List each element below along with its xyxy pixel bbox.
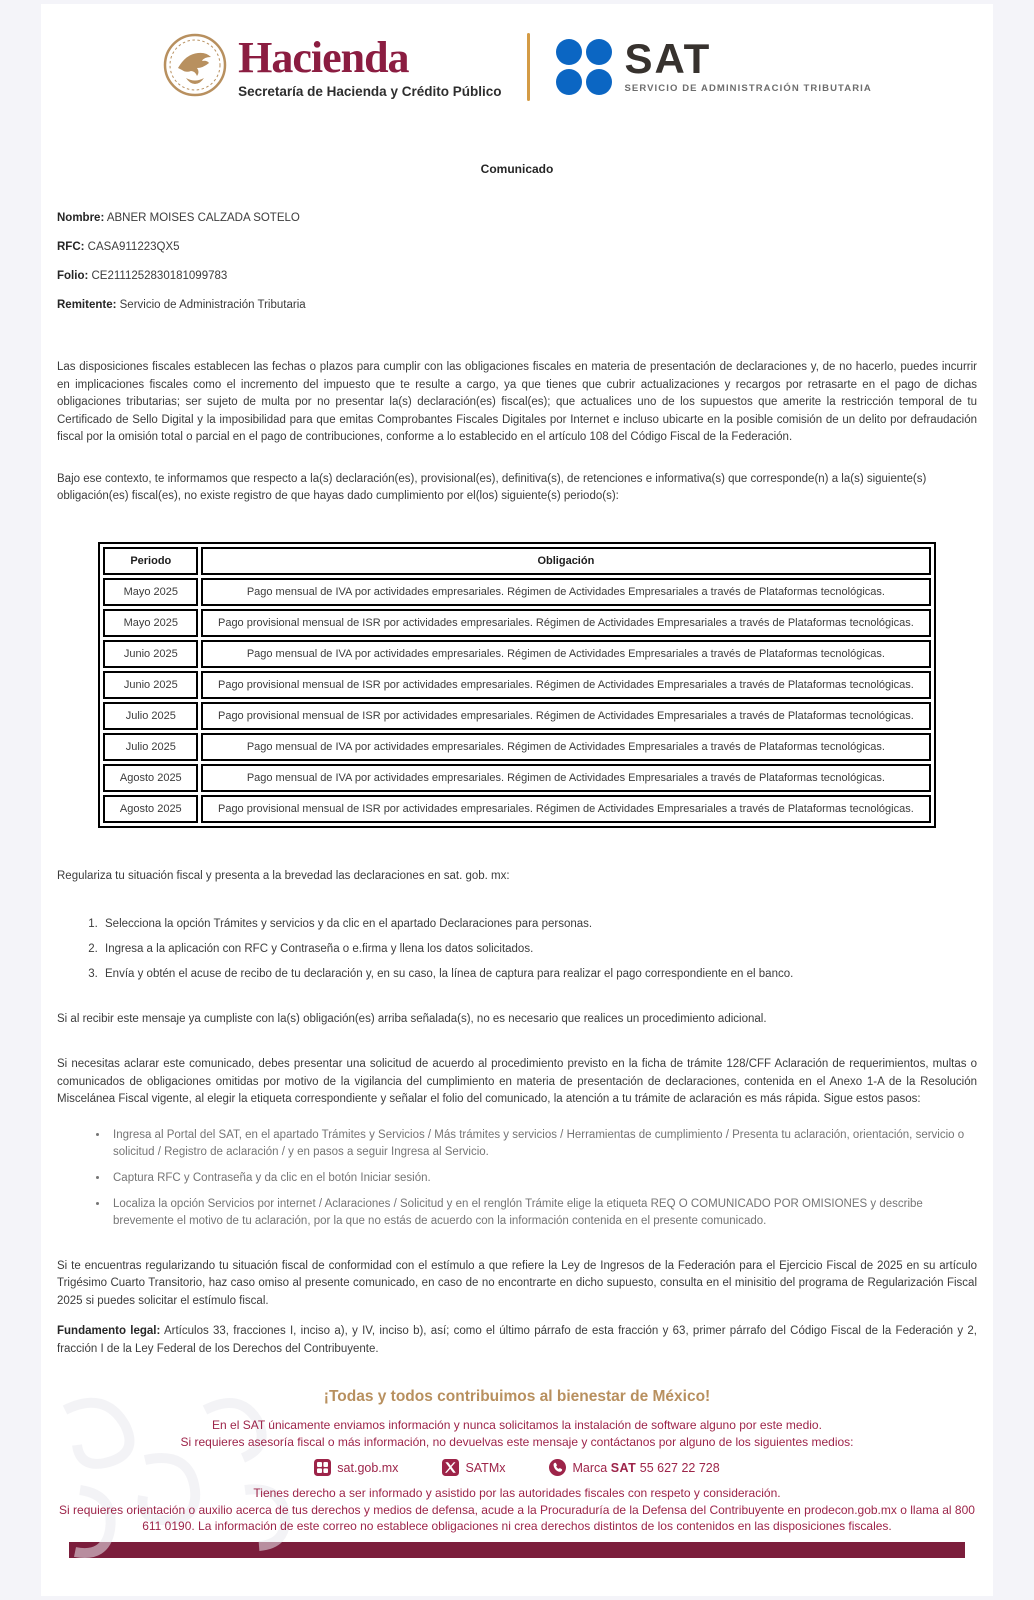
- phone-icon: [549, 1459, 566, 1476]
- sat-circles-icon: [556, 39, 612, 95]
- footer-rights-line-1: Tienes derecho a ser informado y asistido por las autoridades fiscales con respeto y consideración.: [253, 1486, 781, 1500]
- header: [55, 16, 979, 112]
- step-item: 1. Selecciona la opción Trámites y servicios y da clic en el apartado Declaraciones para personas.: [101, 916, 977, 933]
- bullet-item: • Captura RFC y Contraseña y da clic en el botón Iniciar sesión.: [109, 1170, 977, 1187]
- contact-website-link[interactable]: [314, 1459, 398, 1476]
- field-nombre: [57, 210, 977, 226]
- cell-periodo: Julio 2025: [103, 702, 198, 730]
- bullet-item: • Localiza la opción Servicios por internet / Aclaraciones / Solicitud y en el renglón Trámite elige la etiqueta REQ O COMUNICADO POR OMISIONES y describe brevemente el motivo de tu aclaración, por la que no estás de acuerdo con la información contenida en el presente comunicado.: [109, 1196, 977, 1230]
- contact-x-label: SATMx: [465, 1460, 506, 1475]
- table-row: [103, 733, 930, 761]
- field-rfc: [57, 239, 977, 255]
- step-item: 3. Envía y obtén el acuse de recibo de tu declaración y, en su caso, la línea de captura para realizar el pago correspondiente en el banco.: [101, 966, 977, 983]
- paragraph-regulariza: Regulariza tu situación fiscal y presenta a la brevedad las declaraciones en sat. gob. mx:: [57, 869, 510, 882]
- footer-info-line-1: En el SAT únicamente enviamos información y nunca solicitamos la instalación de software alguno por este medio.: [212, 1418, 822, 1432]
- footer-info-line-2: Si requieres asesoría fiscal o más información, no devuelvas este mensaje y contáctanos por alguno de los siguientes medios:: [180, 1434, 854, 1449]
- field-folio: [57, 268, 977, 284]
- document-body: [55, 162, 979, 1358]
- field-folio-label: Folio:: [57, 270, 89, 282]
- footer-slogan: ¡Todas y todos contribuimos al bienestar de México!: [323, 1388, 711, 1405]
- table-row: [103, 671, 930, 699]
- fundamento-text: Artículos 33, fracciones I, inciso a), y IV, inciso b), así; como el último párrafo de esta fracción y 63, primer párrafo del Código Fiscal de la Federación y 2, fracción I de la Ley Federal de los Derechos del Contribuyente.: [57, 1325, 977, 1355]
- sat-wordmark: SAT: [624, 35, 712, 83]
- hacienda-wordmark: Hacienda: [238, 32, 409, 82]
- footer-maroon-bar: [69, 1542, 965, 1558]
- paragraph-aclaracion: Si necesitas aclarar este comunicado, debes presentar una solicitud de acuerdo al procedimiento previsto en la ficha de trámite 128/CFF Aclaración de requerimientos, multas o comunicados de obligaciones omitidas por motivo de la vigilancia del cumplimiento en materia de presentación de declaraciones, contenida en el Anexo 1-A de la Resolución Miscelánea Fiscal vigente, al elegir la etiqueta correspondiente y señalar el folio del comunicado, la atención a tu trámite de aclaración es más rápida. Sigue estos pasos:: [57, 1058, 977, 1105]
- field-remitente-value: Servicio de Administración Tributaria: [119, 299, 306, 311]
- contact-website-label: sat.gob.mx: [337, 1460, 399, 1475]
- cell-obligacion: Pago mensual de IVA por actividades empresariales. Régimen de Actividades Empresariales a través de Plataformas tecnológicas.: [201, 764, 930, 792]
- col-header-periodo: Periodo: [103, 547, 198, 575]
- table-row: [103, 578, 930, 606]
- paragraph-contexto: Bajo ese contexto, te informamos que respecto a la(s) declaración(es), provisional(es), definitiva(s), de retenciones e informativa(s) que corresponde(n) a la(s) siguiente(s) obligación(es) fiscal(es), no existe registro de que hayas dado cumplimiento por el(los) siguiente(s) periodo(s):: [57, 472, 927, 502]
- field-remitente-label: Remitente:: [57, 299, 117, 311]
- fundamento-label: Fundamento legal:: [57, 1325, 161, 1337]
- step-item: 2. Ingresa a la aplicación con RFC y Contraseña o e.firma y llena los datos solicitados.: [101, 941, 977, 958]
- grid-icon: [314, 1459, 331, 1476]
- field-nombre-value: ABNER MOISES CALZADA SOTELO: [106, 212, 300, 224]
- cell-periodo: Mayo 2025: [103, 578, 198, 606]
- contact-x-link[interactable]: [442, 1459, 505, 1476]
- recipient-fields: [57, 210, 977, 313]
- col-header-obligacion: Obligación: [201, 547, 930, 575]
- table-row: [103, 702, 930, 730]
- cell-periodo: Julio 2025: [103, 733, 198, 761]
- contact-phone-label: Marca SAT 55 627 22 728: [572, 1460, 720, 1475]
- bullet-list: [109, 1127, 977, 1230]
- table-row: [103, 795, 930, 823]
- sat-subtitle: SERVICIO DE ADMINISTRACIÓN TRIBUTARIA: [624, 82, 872, 94]
- cell-obligacion: Pago mensual de IVA por actividades empresariales. Régimen de Actividades Empresariales a través de Plataformas tecnológicas.: [201, 578, 930, 606]
- footer-contacts: [55, 1459, 979, 1476]
- cell-periodo: Mayo 2025: [103, 609, 198, 637]
- field-rfc-label: RFC:: [57, 241, 85, 253]
- cell-obligacion: Pago mensual de IVA por actividades empresariales. Régimen de Actividades Empresariales a través de Plataformas tecnológicas.: [201, 733, 930, 761]
- field-nombre-label: Nombre:: [57, 212, 105, 224]
- table-header-row: [103, 547, 930, 575]
- mexico-eagle-seal-icon: [162, 32, 228, 103]
- table-row: [103, 764, 930, 792]
- field-rfc-value: CASA911223QX5: [87, 241, 180, 253]
- footer-rights-line-2: Si requieres orientación o auxilio acerca de tus derechos y medios de defensa, acude a la Procuraduría de la Defensa del Contribuyente en prodecon.gob.mx o llama al 800 611 0190. La información de este correo no establece obligaciones ni crea derechos distintos de los contenidos en las disposiciones fiscales.: [59, 1502, 975, 1533]
- contact-phone-link[interactable]: [549, 1459, 719, 1476]
- field-remitente: [57, 297, 977, 313]
- hacienda-logo: [162, 32, 501, 103]
- cell-periodo: Junio 2025: [103, 640, 198, 668]
- table-row: [103, 640, 930, 668]
- sat-logo: [556, 35, 872, 95]
- cell-obligacion: Pago mensual de IVA por actividades empresariales. Régimen de Actividades Empresariales a través de Plataformas tecnológicas.: [201, 640, 930, 668]
- obligations-table: [98, 542, 935, 828]
- footer: [55, 1380, 979, 1558]
- cell-obligacion: Pago provisional mensual de ISR por actividades empresariales. Régimen de Actividades Empresariales a través de Plataformas tecnológicas.: [201, 702, 930, 730]
- cell-obligacion: Pago provisional mensual de ISR por actividades empresariales. Régimen de Actividades Empresariales a través de Plataformas tecnológicas.: [201, 609, 930, 637]
- field-folio-value: CE2111252830181099783: [91, 270, 228, 282]
- table-row: [103, 609, 930, 637]
- cell-periodo: Junio 2025: [103, 671, 198, 699]
- cell-periodo: Agosto 2025: [103, 795, 198, 823]
- paragraph-fundamento: [57, 1323, 977, 1358]
- cell-obligacion: Pago provisional mensual de ISR por actividades empresariales. Régimen de Actividades Empresariales a través de Plataformas tecnológicas.: [201, 671, 930, 699]
- bullet-item: • Ingresa al Portal del SAT, en el apartado Trámites y Servicios / Más trámites y servicios / Herramientas de cumplimiento / Presenta tu aclaración, orientación, servicio o solicitud / Registro de aclaración / y en pasos a seguir Ingresa al Servicio.: [109, 1127, 977, 1161]
- logo-divider: [527, 33, 530, 101]
- paragraph-implicaciones: Las disposiciones fiscales establecen las fechas o plazos para cumplir con las obligaciones fiscales en materia de presentación de declaraciones y, de no hacerlo, puedes incurrir en implicaciones fiscales como el incremento del impuesto que te resulte a cargo, ya que tienes que cubrir actualizaciones y recargos por retrasarte en el pago de dichas obligaciones tributarias; ser sujeto de multa por no presentar la(s) declaración(es) fiscal(es); que actualices uno de los supuestos que amerite la restricción temporal de tu Certificado de Sello Digital y la imposibilidad para que emitas Comprobantes Fiscales Digitales por Internet e incluso ubicarte en la posible comisión de un delito por defraudación fiscal por la omisión total o parcial en el pago de contribuciones, conforme a lo establecido en el artículo 108 del Código Fiscal de la Federación.: [57, 361, 977, 443]
- cell-obligacion: Pago provisional mensual de ISR por actividades empresariales. Régimen de Actividades Empresariales a través de Plataformas tecnológicas.: [201, 795, 930, 823]
- doc-title: Comunicado: [480, 162, 554, 176]
- cell-periodo: Agosto 2025: [103, 764, 198, 792]
- steps-list: [101, 916, 977, 983]
- paragraph-cumplimiento: Si al recibir este mensaje ya cumpliste con la(s) obligación(es) arriba señalada(s), no es necesario que realices un procedimiento adicional.: [57, 1012, 767, 1025]
- document-page: [41, 4, 993, 1596]
- x-icon: [442, 1459, 459, 1476]
- hacienda-subtitle: Secretaría de Hacienda y Crédito Público: [238, 83, 502, 99]
- paragraph-estimulo: Si te encuentras regularizando tu situación fiscal de conformidad con el estímulo a que refiere la Ley de Ingresos de la Federación para el Ejercicio Fiscal de 2025 en su artículo Trigésimo Cuarto Transitorio, haz caso omiso al presente comunicado, en caso de no encontrarte en dicho supuesto, consulta en el minisitio del programa de Regularización Fiscal 2025 si puedes solicitar el estímulo fiscal.: [57, 1259, 977, 1307]
